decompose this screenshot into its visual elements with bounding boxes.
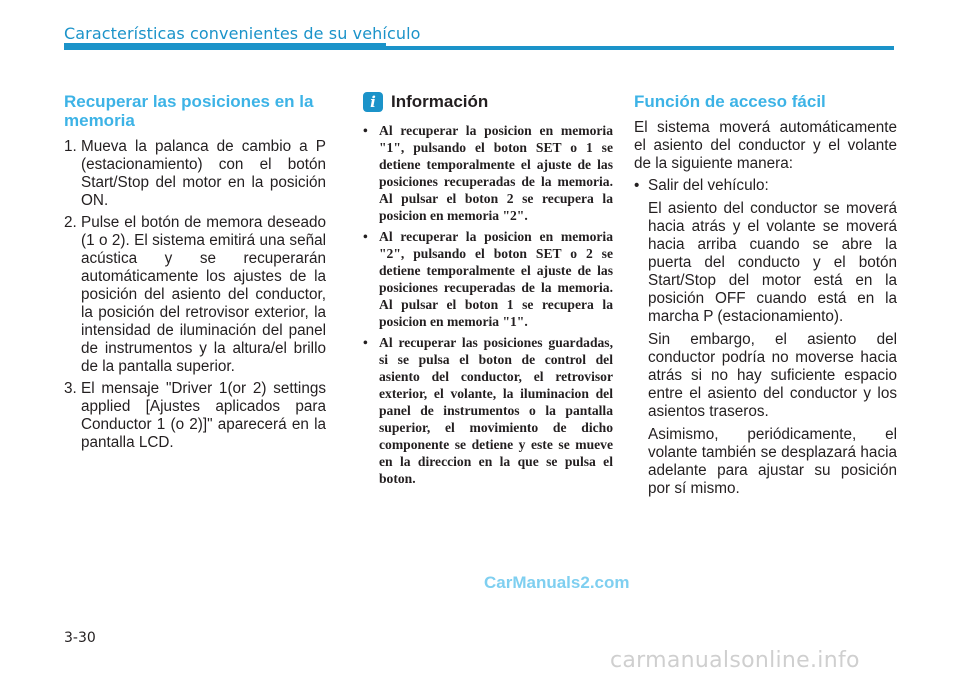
periodic-paragraph: Asimismo, periódicamente, el volante también se desplazará hacia adelante para ajustar su posición por sí mismo. <box>648 426 897 497</box>
easy-access-intro: El sistema moverá automáticamente el asiento del conductor y el volante de la siguiente manera: <box>634 119 897 172</box>
header-rule <box>64 46 894 50</box>
step-text: Pulse el botón de memora deseado (1 o 2). El sistema emitirá una señal acústica y se recuperarán automáticamente los ajustes de la posición del asiento del conductor, la posición del retrovisor exterior, la intensidad de iluminación del panel de instrumentos y la altura/el brillo de la pantalla superior. <box>81 214 326 375</box>
bullet-icon: • <box>363 229 368 244</box>
info-column <box>363 92 613 491</box>
step-item <box>64 214 326 376</box>
easy-access-list <box>634 177 897 498</box>
bullet-title: Salir del vehículo: <box>648 177 769 194</box>
footer-watermark: carmanualsonline.info <box>610 648 860 673</box>
bullet-icon: • <box>634 177 640 194</box>
list-item <box>634 177 897 498</box>
info-item <box>363 334 613 487</box>
watermark-link[interactable]: CarManuals2.com <box>484 573 630 592</box>
section-header: Características convenientes de su vehículo <box>64 24 421 43</box>
info-item <box>363 228 613 330</box>
bullet-icon: • <box>363 335 368 350</box>
info-list <box>363 122 613 487</box>
exit-paragraph: El asiento del conductor se moverá hacia atrás y el volante se moverá hacia arriba cuando se abre la puerta del conducto y el botón Start/Stop del motor está en la posición OFF cuando está en la marcha P (estacionamiento). <box>648 200 897 325</box>
memory-steps-list <box>64 138 326 452</box>
step-text: Mueva la palanca de cambio a P (estacionamiento) con el botón Start/Stop del motor en la posición ON. <box>81 138 326 209</box>
info-item-text: Al recuperar la posicion en memoria "1", pulsando el boton SET o 1 se detiene temporalmente el ajuste de las posiciones recuperadas de la memoria. Al pulsar el boton 2 se recupera la posicion en memoria "2". <box>379 123 613 223</box>
bullet-icon: • <box>363 123 368 138</box>
step-number: 1. <box>64 138 77 155</box>
step-text: El mensaje "Driver 1(or 2) settings applied [Ajustes aplicados para Conductor 1 (o 2)]" aparecerá en la pantalla LCD. <box>81 380 326 451</box>
step-number: 2. <box>64 214 77 231</box>
right-column <box>634 92 897 503</box>
memory-recall-heading: Recuperar las posiciones en la memoria <box>64 92 314 130</box>
info-title: Información <box>391 92 489 111</box>
step-item <box>64 380 326 452</box>
info-item-text: Al recuperar las posiciones guardadas, si se pulsa el boton de control del asiento del conductor, el retrovisor exterior, el volante, la iluminacion del panel de instrumentos o la pantalla superior, el movimiento de dicho componente se detiene y este se mueve en la direccion en la que se pulsa el boton. <box>379 335 613 486</box>
easy-access-heading: Función de acceso fácil <box>634 92 826 111</box>
step-item <box>64 138 326 210</box>
info-header <box>363 92 613 112</box>
info-item-text: Al recuperar la posicion en memoria "2", pulsando el boton SET o 2 se detiene temporalmente el ajuste de las posiciones recuperadas de la memoria. Al pulsar el boton 1 se recupera la posicion en memoria "1". <box>379 229 613 329</box>
info-icon: i <box>363 92 383 112</box>
space-paragraph: Sin embargo, el asiento del conductor podría no moverse hacia atrás si no hay suficiente espacio entre el asiento del conductor y los asientos traseros. <box>648 331 897 420</box>
step-number: 3. <box>64 380 77 397</box>
page-number: 3-30 <box>64 630 96 646</box>
info-item <box>363 122 613 224</box>
left-column <box>64 92 326 456</box>
